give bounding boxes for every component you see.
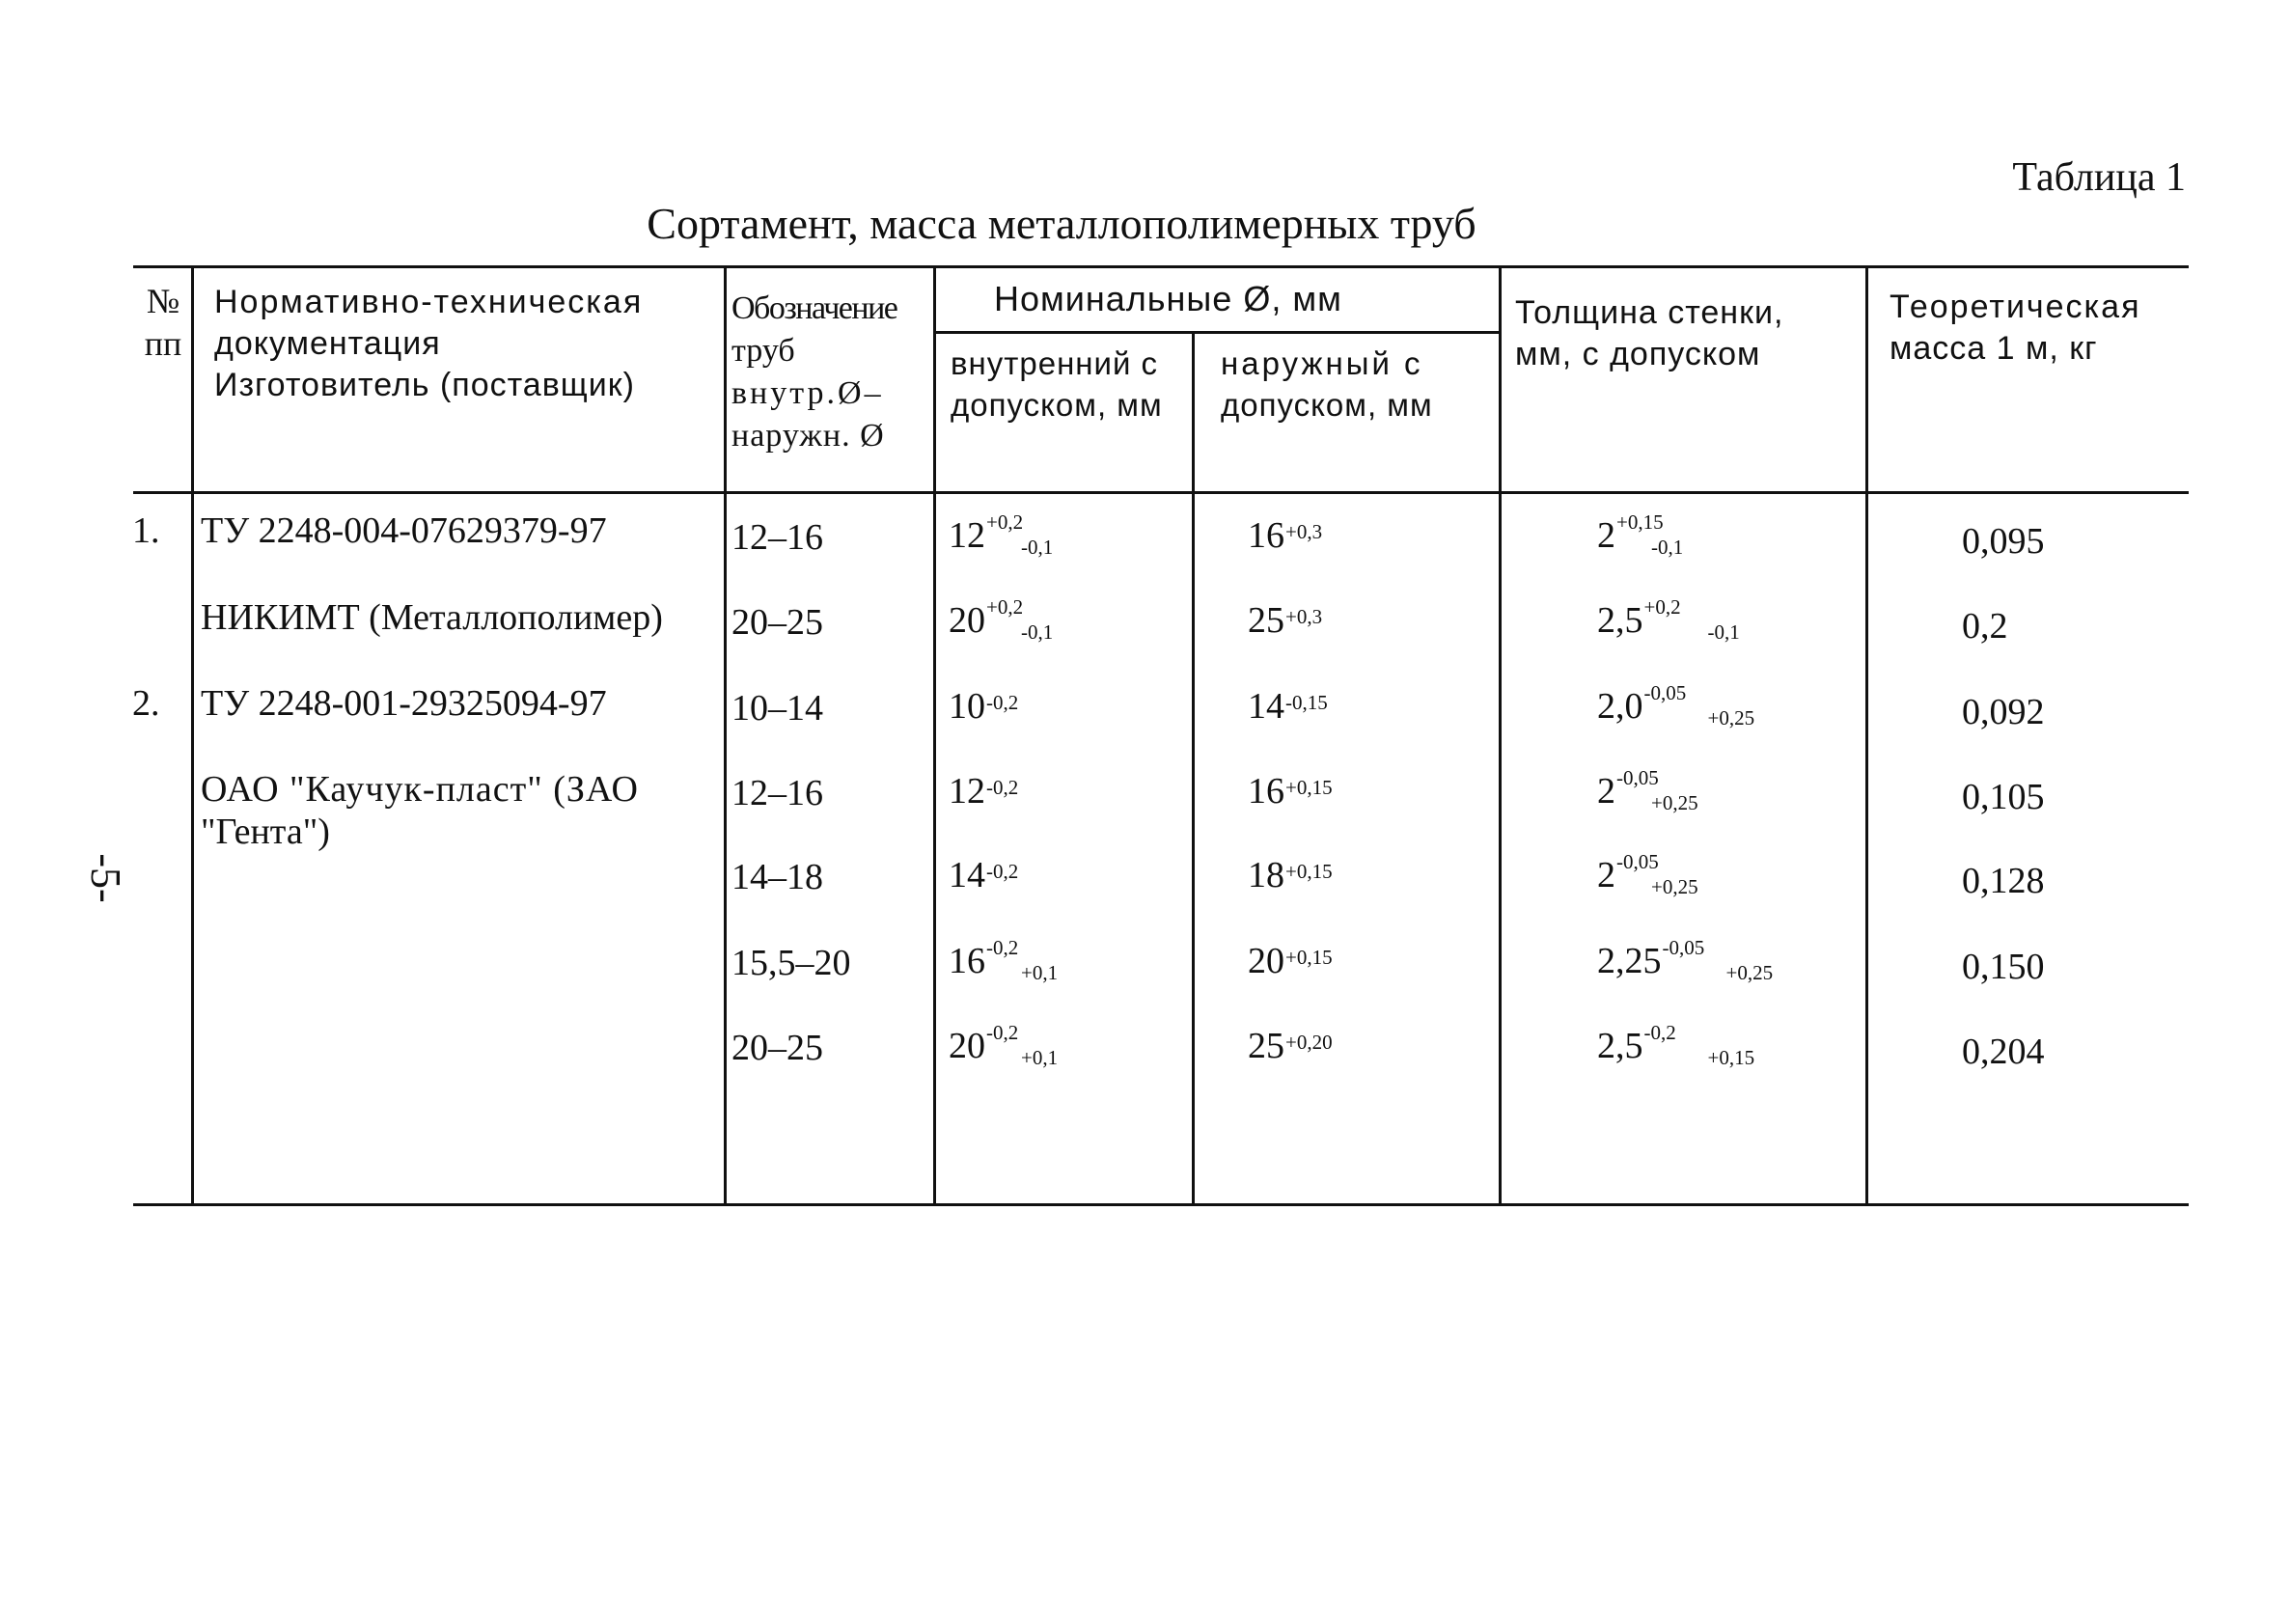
row-wall-thickness-tol-upper: -0,05 [1662, 936, 1705, 959]
row-designation: 12–16 [731, 517, 823, 558]
col-divider-1 [191, 265, 194, 1206]
row-wall-thickness-tol-upper: -0,2 [1643, 1021, 1676, 1044]
row-inner-diameter [949, 1021, 1059, 1069]
row-wall-thickness [1597, 850, 1698, 898]
nominal-header-rule [936, 331, 1501, 334]
table-title: Сортамент, масса металлополимерных труб [647, 199, 1476, 248]
row-wall-thickness-tolerance [1616, 768, 1698, 813]
row-designation: 20–25 [731, 1028, 823, 1068]
row-inner-diameter-value: 12 [949, 515, 985, 556]
row-wall-thickness-value: 2 [1597, 515, 1615, 556]
row-outer-diameter-tolerance: +0,15 [1285, 776, 1333, 799]
item-number-1: 1. [132, 510, 160, 551]
row-inner-diameter-tolerance [986, 938, 1058, 983]
header-nominal-diameters: Номинальные Ø, мм [994, 279, 1342, 318]
row-wall-thickness [1597, 1021, 1755, 1069]
row-wall-thickness-tol-upper: -0,05 [1616, 850, 1659, 873]
col-divider-6 [1865, 265, 1868, 1206]
row-outer-diameter-value: 14 [1248, 686, 1284, 727]
row-outer-diameter [1248, 854, 1333, 896]
row-inner-diameter-value: 14 [949, 855, 985, 895]
row-outer-diameter [1248, 685, 1328, 728]
row-inner-diameter-tolerance: -0,2 [986, 776, 1019, 799]
row-wall-thickness-tolerance [1644, 1023, 1755, 1068]
row-mass: 0,2 [1962, 606, 2008, 647]
row-inner-diameter [949, 685, 1018, 728]
row-mass: 0,105 [1962, 777, 2045, 817]
row-wall-thickness [1597, 510, 1684, 559]
row-wall-thickness-tolerance [1616, 512, 1683, 558]
col-divider-3 [933, 265, 936, 1206]
row-wall-thickness-value: 2 [1597, 771, 1615, 812]
row-outer-diameter-tolerance: +0,3 [1285, 520, 1323, 543]
row-inner-diameter-tol-upper: -0,2 [986, 1021, 1019, 1044]
row-inner-diameter-tolerance: -0,2 [986, 860, 1019, 883]
row-wall-thickness-tol-lower: +0,15 [1707, 1046, 1755, 1069]
row-wall-thickness-tolerance [1644, 597, 1740, 643]
row-inner-diameter-tol-upper: +0,2 [986, 595, 1024, 619]
row-outer-diameter-value: 20 [1248, 941, 1284, 981]
row-outer-diameter-tolerance: +0,15 [1285, 946, 1333, 969]
col-divider-2 [724, 265, 727, 1206]
row-inner-diameter-tol-upper: +0,2 [986, 510, 1024, 534]
row-wall-thickness-tol-upper: -0,05 [1643, 681, 1687, 704]
header-outer-diameter: наружный с допуском, мм [1221, 345, 1433, 423]
row-inner-diameter-value: 16 [949, 941, 985, 981]
row-wall-thickness [1597, 681, 1755, 729]
table-label: Таблица 1 [2012, 155, 2186, 200]
item-manufacturer-2: ОАО "Каучук-пласт" (ЗАО "Гента") [201, 769, 639, 852]
table-top-rule [133, 265, 2189, 268]
row-inner-diameter-value: 10 [949, 686, 985, 727]
row-inner-diameter-tolerance [986, 1023, 1058, 1068]
row-outer-diameter-tolerance: -0,15 [1285, 691, 1328, 714]
row-wall-thickness-tol-lower: +0,25 [1651, 875, 1698, 898]
row-wall-thickness-tol-upper: -0,05 [1616, 766, 1659, 789]
row-inner-diameter-tol-lower: +0,1 [1021, 1046, 1059, 1069]
row-designation: 10–14 [731, 688, 823, 729]
header-inner-diameter: внутренний с допуском, мм [951, 345, 1163, 423]
row-outer-diameter-tolerance: +0,3 [1285, 605, 1323, 628]
item-manufacturer-1: НИКИМТ (Металлополимер) [201, 597, 663, 638]
row-outer-diameter [1248, 514, 1322, 557]
row-designation: 20–25 [731, 602, 823, 643]
row-designation: 15,5–20 [731, 943, 851, 983]
page-number: -5- [82, 853, 129, 903]
row-inner-diameter [949, 936, 1059, 984]
row-wall-thickness [1597, 766, 1698, 814]
row-inner-diameter-value: 20 [949, 1026, 985, 1066]
row-inner-diameter [949, 854, 1018, 896]
row-inner-diameter-tol-lower: +0,1 [1021, 961, 1059, 984]
item-tu-2: ТУ 2248-001-29325094-97 [201, 683, 607, 724]
row-wall-thickness-value: 2,0 [1597, 686, 1643, 727]
row-inner-diameter [949, 595, 1054, 644]
row-mass: 0,095 [1962, 521, 2045, 562]
row-inner-diameter-value: 12 [949, 771, 985, 812]
row-inner-diameter-tol-lower: -0,1 [1021, 536, 1054, 559]
header-num: № пп [144, 282, 182, 363]
row-outer-diameter-tolerance: +0,20 [1285, 1031, 1333, 1054]
row-wall-thickness-value: 2 [1597, 855, 1615, 895]
row-outer-diameter [1248, 1025, 1333, 1067]
row-inner-diameter-value: 20 [949, 600, 985, 641]
header-wall-thickness: Толщина стенки, мм, с допуском [1515, 294, 1784, 372]
row-mass: 0,092 [1962, 692, 2045, 732]
row-inner-diameter [949, 510, 1054, 559]
row-inner-diameter-tol-lower: -0,1 [1021, 620, 1054, 644]
row-designation: 12–16 [731, 773, 823, 813]
row-wall-thickness-tolerance [1616, 852, 1698, 897]
row-wall-thickness-tol-lower: +0,25 [1725, 961, 1774, 984]
row-wall-thickness-tol-lower: +0,25 [1707, 706, 1755, 729]
col-divider-4 [1192, 333, 1195, 1206]
row-inner-diameter-tolerance [986, 597, 1053, 643]
row-wall-thickness-tol-upper: +0,2 [1643, 595, 1681, 619]
row-wall-thickness [1597, 936, 1774, 984]
row-wall-thickness-tolerance [1644, 683, 1755, 729]
row-inner-diameter [949, 770, 1018, 812]
row-outer-diameter [1248, 940, 1333, 982]
row-mass: 0,128 [1962, 861, 2045, 901]
table-bottom-rule [133, 1203, 2189, 1206]
header-documentation: Нормативно-техническая документация Изготовитель (поставщик) [214, 284, 644, 403]
row-mass: 0,150 [1962, 947, 2045, 987]
row-mass: 0,204 [1962, 1032, 2045, 1072]
row-outer-diameter-tolerance: +0,15 [1285, 860, 1333, 883]
header-mass: Теоретическая масса 1 м, кг [1890, 289, 2141, 367]
row-wall-thickness-value: 2,5 [1597, 600, 1643, 641]
header-designation: Обозначение труб внутр.Ø– наружн. Ø [731, 290, 897, 454]
row-outer-diameter-value: 16 [1248, 771, 1284, 812]
row-inner-diameter-tol-upper: -0,2 [986, 936, 1019, 959]
row-outer-diameter-value: 25 [1248, 1026, 1284, 1066]
item-tu-1: ТУ 2248-004-07629379-97 [201, 510, 607, 551]
row-designation: 14–18 [731, 857, 823, 897]
header-bottom-rule [133, 491, 2189, 494]
row-inner-diameter-tolerance: -0,2 [986, 691, 1019, 714]
row-wall-thickness-tol-lower: -0,1 [1707, 620, 1740, 644]
row-wall-thickness-tol-lower: -0,1 [1651, 536, 1684, 559]
col-divider-5 [1499, 265, 1502, 1206]
item-number-2: 2. [132, 683, 160, 724]
row-wall-thickness-tolerance [1663, 938, 1774, 983]
row-outer-diameter-value: 25 [1248, 600, 1284, 641]
row-wall-thickness-value: 2,5 [1597, 1026, 1643, 1066]
row-wall-thickness-value: 2,25 [1597, 941, 1662, 981]
row-outer-diameter [1248, 770, 1333, 812]
row-outer-diameter-value: 16 [1248, 515, 1284, 556]
row-wall-thickness [1597, 595, 1740, 644]
row-inner-diameter-tolerance [986, 512, 1053, 558]
row-outer-diameter [1248, 599, 1322, 642]
row-wall-thickness-tol-lower: +0,25 [1651, 791, 1698, 814]
row-wall-thickness-tol-upper: +0,15 [1616, 510, 1664, 534]
row-outer-diameter-value: 18 [1248, 855, 1284, 895]
